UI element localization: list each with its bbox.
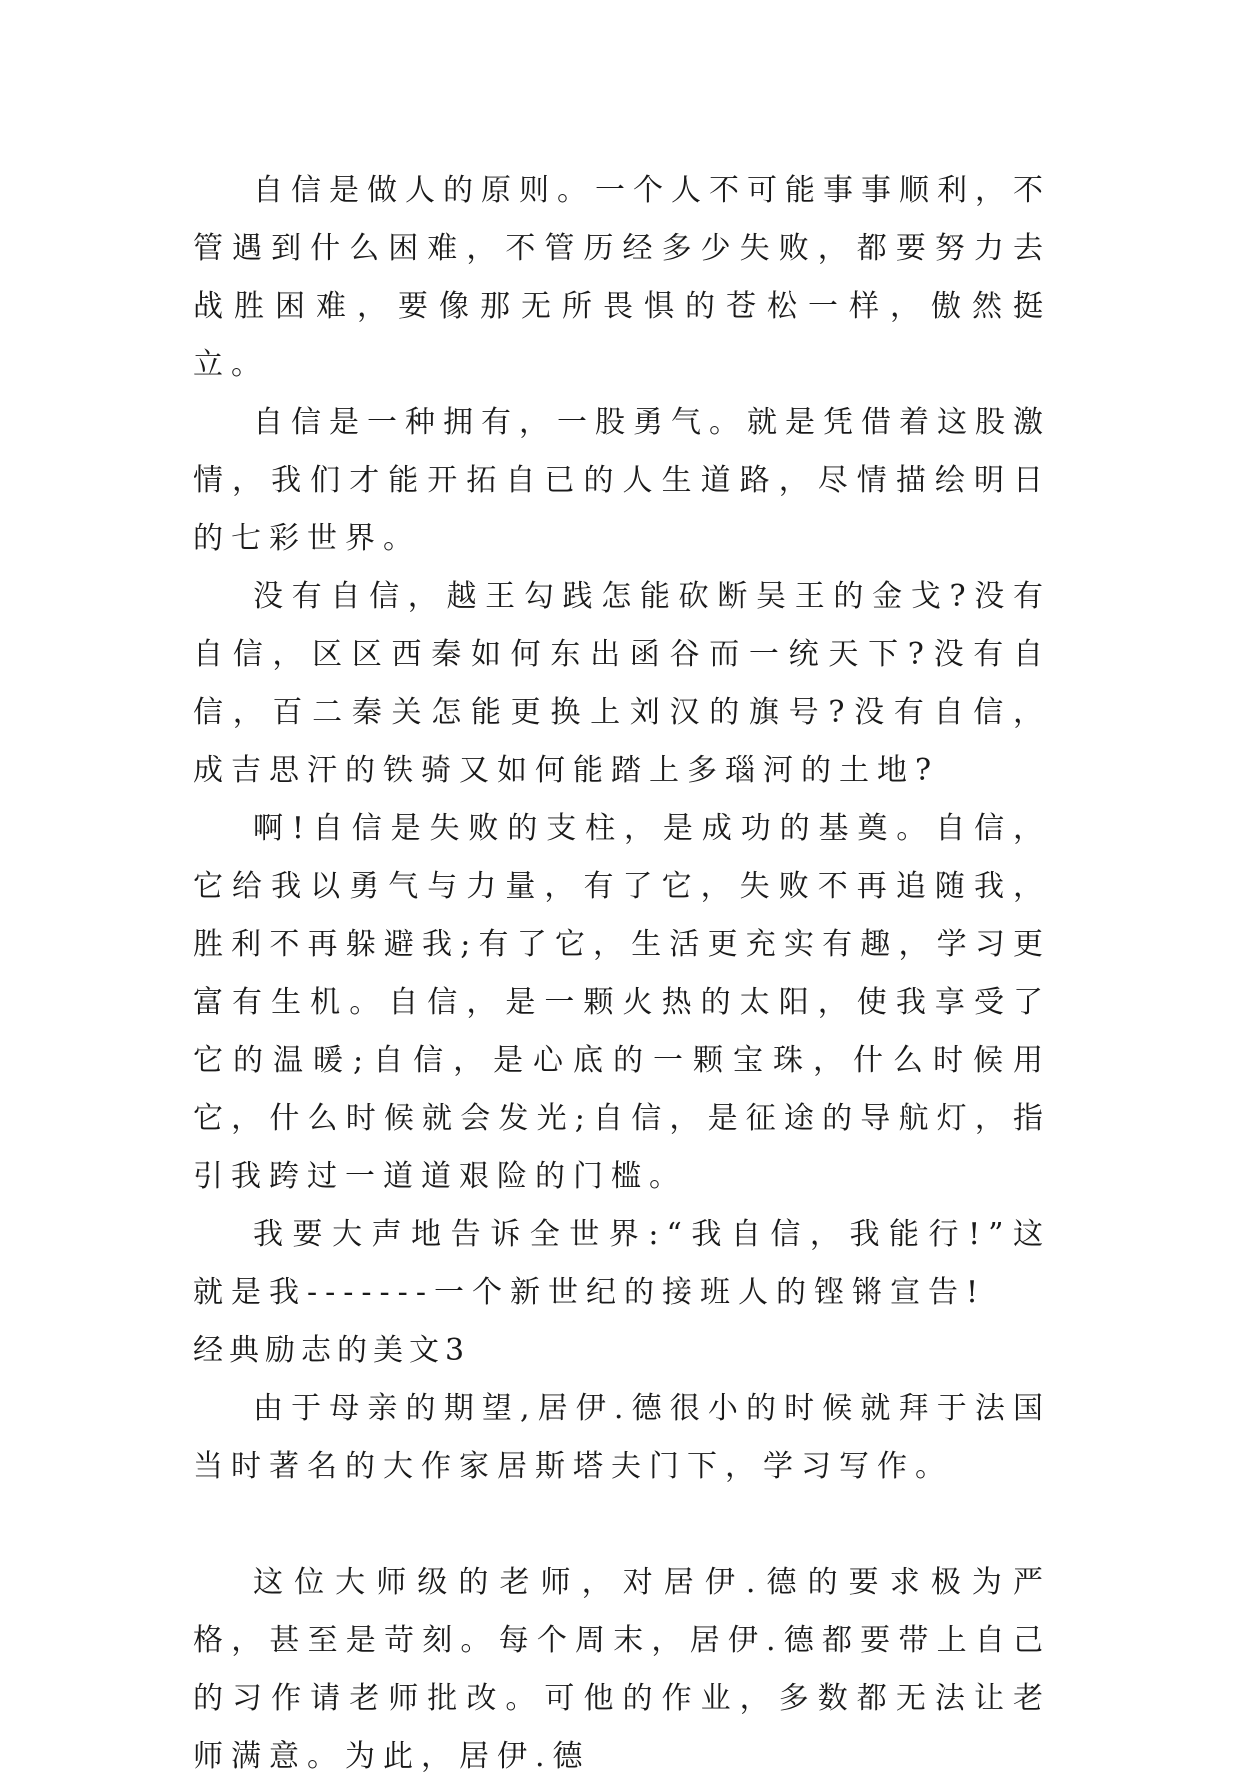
document-body (193, 162, 1051, 1786)
paragraph-mother-expectation: 由于母亲的期望,居伊.德很小的时候就拜于法国当时著名的大作家居斯塔夫门下，学习写作。 (193, 1391, 1051, 1484)
paragraph-declaration: 我要大声地告诉全世界:“我自信，我能行!”这就是我-------一个新世纪的接班人的铿锵宣告! (193, 1217, 1051, 1310)
paragraph-confidence-courage: 自信是一种拥有，一股勇气。就是凭借着这股激情，我们才能开拓自已的人生道路，尽情描绘明日的七彩世界。 (193, 405, 1051, 556)
paragraph-historical-examples: 没有自信，越王勾践怎能砍断吴王的金戈?没有自信，区区西秦如何东出函谷而一统天下?没有自信，百二秦关怎能更换上刘汉的旗号?没有自信，成吉思汗的铁骑又如何能踏上多瑙河的土地? (193, 579, 1051, 788)
paragraph-confidence-pillar: 啊!自信是失败的支柱，是成功的基奠。自信，它给我以勇气与力量，有了它，失败不再追随我，胜利不再躲避我;有了它，生活更充实有趣，学习更富有生机。自信，是一颗火热的太阳，使我享受了它的温暖;自信，是心底的一颗宝珠，什么时候用它，什么时候就会发光;自信，是征途的导航灯，指引我跨过一道道艰险的门槛。 (193, 811, 1051, 1194)
paragraph-gap (193, 1496, 1051, 1554)
paragraph-confidence-principle: 自信是做人的原则。一个人不可能事事顺利，不管遇到什么困难，不管历经多少失败，都要努力去战胜困难，要像那无所畏惧的苍松一样，傲然挺立。 (193, 173, 1051, 382)
paragraph-strict-teacher: 这位大师级的老师，对居伊.德的要求极为严格，甚至是苛刻。每个周末，居伊.德都要带上自己的习作请老师批改。可他的作业，多数都无法让老师满意。为此，居伊.德 (193, 1565, 1051, 1774)
section-title: 经典励志的美文3 (193, 1333, 471, 1368)
